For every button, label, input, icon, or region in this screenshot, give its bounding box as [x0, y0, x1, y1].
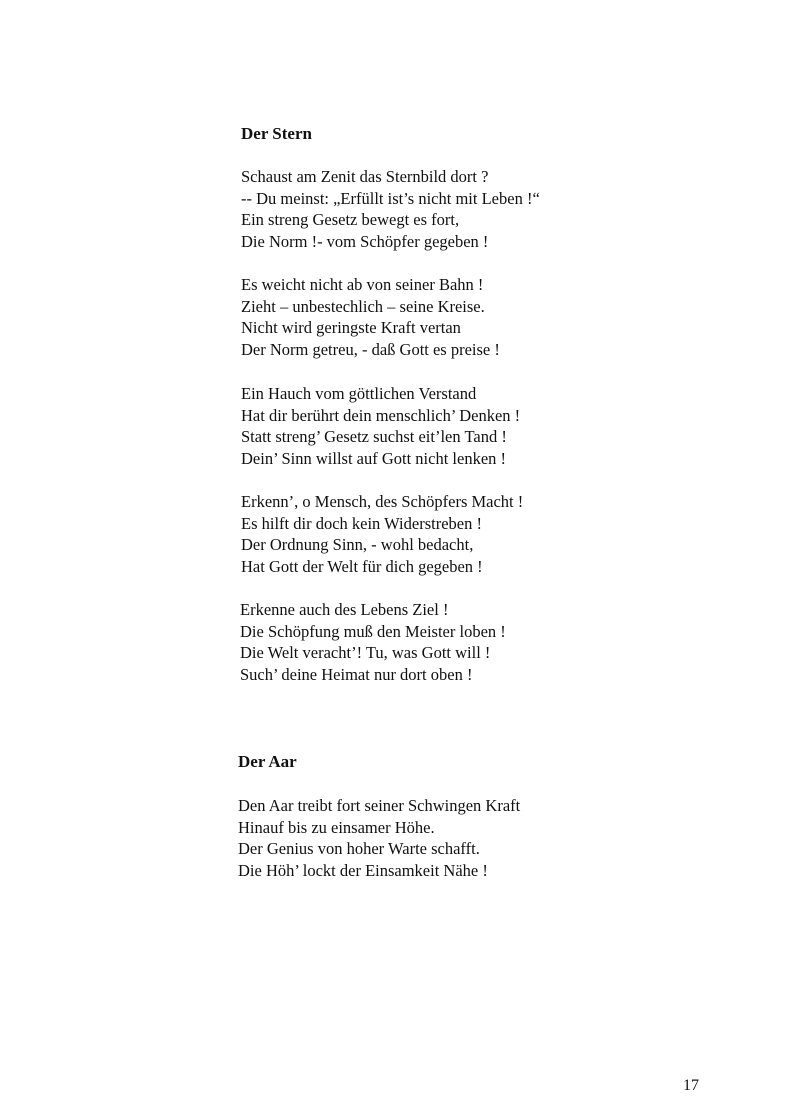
verse-line: Schaust am Zenit das Sternbild dort ? [241, 167, 489, 186]
poem-title-der-aar: Der Aar [238, 752, 297, 771]
verse-line: Nicht wird geringste Kraft vertan [241, 318, 461, 337]
verse-line: Der Genius von hoher Warte schafft. [238, 839, 480, 858]
poem-title-der-stern: Der Stern [241, 124, 312, 143]
stanza-2 [241, 274, 500, 360]
verse-line: Hat Gott der Welt für dich gegeben ! [241, 556, 483, 576]
page-number: 17 [683, 1077, 699, 1094]
verse-line: Statt streng’ Gesetz suchst eit’len Tand ! [241, 427, 507, 446]
verse-line: Die Norm !- vom Schöpfer gegeben ! [241, 231, 489, 251]
verse-line: Ein Hauch vom göttlichen Verstand [241, 384, 477, 403]
verse-line: Es weicht nicht ab von seiner Bahn ! [241, 275, 484, 294]
stanza-5 [240, 599, 506, 685]
verse-line: -- Du meinst: „Erfüllt ist’s nicht mit Leben !“ [241, 188, 540, 208]
verse-line: Erkenn’, o Mensch, des Schöpfers Macht ! [241, 492, 524, 511]
verse-line: Dein’ Sinn willst auf Gott nicht lenken ! [241, 448, 507, 468]
verse-line: Der Norm getreu, - daß Gott es preise ! [241, 339, 500, 359]
verse-line: Hinauf bis zu einsamer Höhe. [238, 817, 435, 837]
stanza-aar-1 [238, 795, 520, 881]
verse-line: Ein streng Gesetz bewegt es fort, [241, 210, 460, 229]
verse-line: Hat dir berührt dein menschlich’ Denken ! [241, 405, 521, 425]
verse-line: Der Ordnung Sinn, - wohl bedacht, [241, 535, 474, 554]
verse-line: Erkenne auch des Lebens Ziel ! [240, 600, 449, 619]
stanza-3 [241, 383, 520, 469]
stanza-1 [241, 166, 540, 252]
verse-line: Die Höh’ lockt der Einsamkeit Nähe ! [238, 860, 488, 880]
verse-line: Den Aar treibt fort seiner Schwingen Kraft [238, 796, 521, 815]
verse-line: Die Welt veracht’! Tu, was Gott will ! [240, 643, 491, 662]
verse-line: Zieht – unbestechlich – seine Kreise. [241, 296, 485, 316]
verse-line: Es hilft dir doch kein Widerstreben ! [241, 513, 482, 533]
verse-line: Such’ deine Heimat nur dort oben ! [240, 664, 473, 684]
verse-line: Die Schöpfung muß den Meister loben ! [240, 621, 506, 641]
stanza-4 [241, 491, 523, 577]
